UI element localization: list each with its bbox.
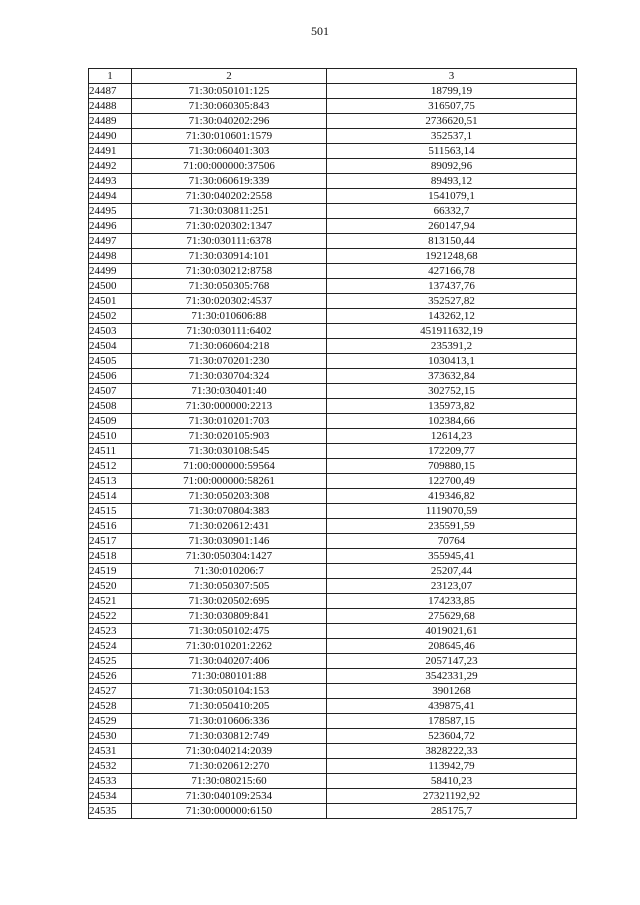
- table-row: [89, 144, 577, 159]
- table-row: [89, 564, 577, 579]
- cadastral-value-cell: 2057147,23: [327, 654, 577, 669]
- row-number-cell: 24505: [89, 354, 132, 369]
- table-row: [89, 369, 577, 384]
- cadastral-value-cell: 316507,75: [327, 99, 577, 114]
- row-number-cell: 24495: [89, 204, 132, 219]
- cadastral-number-cell: 71:30:020612:270: [132, 759, 327, 774]
- table-row: [89, 309, 577, 324]
- row-number-cell: 24503: [89, 324, 132, 339]
- cadastral-number-cell: 71:30:030811:251: [132, 204, 327, 219]
- table-row: [89, 99, 577, 114]
- column-header-2: 2: [132, 69, 327, 84]
- row-number-cell: 24526: [89, 669, 132, 684]
- cadastral-number-cell: 71:30:010606:336: [132, 714, 327, 729]
- cadastral-value-cell: 18799,19: [327, 84, 577, 99]
- cadastral-value-cell: 523604,72: [327, 729, 577, 744]
- row-number-cell: 24515: [89, 504, 132, 519]
- row-number-cell: 24500: [89, 279, 132, 294]
- row-number-cell: 24532: [89, 759, 132, 774]
- row-number-cell: 24516: [89, 519, 132, 534]
- cadastral-value-cell: 113942,79: [327, 759, 577, 774]
- cadastral-number-cell: 71:30:080101:88: [132, 669, 327, 684]
- row-number-cell: 24531: [89, 744, 132, 759]
- row-number-cell: 24493: [89, 174, 132, 189]
- table-row: [89, 759, 577, 774]
- cadastral-number-cell: 71:30:020105:903: [132, 429, 327, 444]
- cadastral-value-cell: 451911632,19: [327, 324, 577, 339]
- cadastral-number-cell: 71:00:000000:58261: [132, 474, 327, 489]
- cadastral-value-cell: 178587,15: [327, 714, 577, 729]
- row-number-cell: 24518: [89, 549, 132, 564]
- table-row: [89, 114, 577, 129]
- cadastral-value-cell: 1030413,1: [327, 354, 577, 369]
- cadastral-number-cell: 71:30:010201:2262: [132, 639, 327, 654]
- cadastral-number-cell: 71:30:040202:296: [132, 114, 327, 129]
- cadastral-number-cell: 71:30:070201:230: [132, 354, 327, 369]
- cadastral-value-cell: 70764: [327, 534, 577, 549]
- table-row: [89, 264, 577, 279]
- cadastral-value-cell: 135973,82: [327, 399, 577, 414]
- cadastral-value-cell: 172209,77: [327, 444, 577, 459]
- table-row: [89, 789, 577, 804]
- cadastral-number-cell: 71:30:010601:1579: [132, 129, 327, 144]
- row-number-cell: 24519: [89, 564, 132, 579]
- row-number-cell: 24491: [89, 144, 132, 159]
- row-number-cell: 24529: [89, 714, 132, 729]
- table-row: [89, 279, 577, 294]
- row-number-cell: 24507: [89, 384, 132, 399]
- cadastral-number-cell: 71:30:030111:6378: [132, 234, 327, 249]
- row-number-cell: 24528: [89, 699, 132, 714]
- cadastral-value-cell: 352537,1: [327, 129, 577, 144]
- cadastral-value-cell: 89493,12: [327, 174, 577, 189]
- cadastral-number-cell: 71:30:060619:339: [132, 174, 327, 189]
- row-number-cell: 24488: [89, 99, 132, 114]
- table-row: [89, 579, 577, 594]
- cadastral-value-cell: 3542331,29: [327, 669, 577, 684]
- row-number-cell: 24512: [89, 459, 132, 474]
- table-row: [89, 549, 577, 564]
- cadastral-number-cell: 71:30:030809:841: [132, 609, 327, 624]
- table-row: [89, 174, 577, 189]
- table-row: [89, 219, 577, 234]
- cadastral-number-cell: 71:30:050307:505: [132, 579, 327, 594]
- cadastral-value-cell: 137437,76: [327, 279, 577, 294]
- table-row: [89, 294, 577, 309]
- cadastral-number-cell: 71:30:010206:7: [132, 564, 327, 579]
- row-number-cell: 24506: [89, 369, 132, 384]
- cadastral-value-cell: 1119070,59: [327, 504, 577, 519]
- cadastral-value-cell: 511563,14: [327, 144, 577, 159]
- table-row: [89, 729, 577, 744]
- cadastral-value-cell: 813150,44: [327, 234, 577, 249]
- cadastral-number-cell: 71:30:030401:40: [132, 384, 327, 399]
- table-row: [89, 714, 577, 729]
- row-number-cell: 24523: [89, 624, 132, 639]
- cadastral-value-cell: 373632,84: [327, 369, 577, 384]
- cadastral-value-cell: 58410,23: [327, 774, 577, 789]
- row-number-cell: 24524: [89, 639, 132, 654]
- cadastral-number-cell: 71:30:070804:383: [132, 504, 327, 519]
- row-number-cell: 24509: [89, 414, 132, 429]
- table-row: [89, 774, 577, 789]
- table-row: [89, 384, 577, 399]
- table-row: [89, 459, 577, 474]
- cadastral-value-table: [88, 68, 577, 819]
- cadastral-value-cell: 3901268: [327, 684, 577, 699]
- cadastral-number-cell: 71:00:000000:59564: [132, 459, 327, 474]
- column-header-3: 3: [327, 69, 577, 84]
- cadastral-number-cell: 71:30:040109:2534: [132, 789, 327, 804]
- cadastral-value-cell: 122700,49: [327, 474, 577, 489]
- table-row: [89, 804, 577, 819]
- cadastral-value-cell: 235391,2: [327, 339, 577, 354]
- table-row: [89, 624, 577, 639]
- cadastral-value-cell: 23123,07: [327, 579, 577, 594]
- row-number-cell: 24535: [89, 804, 132, 819]
- table-row: [89, 669, 577, 684]
- table-row: [89, 324, 577, 339]
- cadastral-number-cell: 71:30:030914:101: [132, 249, 327, 264]
- cadastral-number-cell: 71:30:020302:1347: [132, 219, 327, 234]
- cadastral-number-cell: 71:30:030812:749: [132, 729, 327, 744]
- cadastral-number-cell: 71:30:060401:303: [132, 144, 327, 159]
- cadastral-number-cell: 71:30:030111:6402: [132, 324, 327, 339]
- cadastral-number-cell: 71:30:060305:843: [132, 99, 327, 114]
- cadastral-number-cell: 71:30:060604:218: [132, 339, 327, 354]
- row-number-cell: 24508: [89, 399, 132, 414]
- table-row: [89, 699, 577, 714]
- table-row: [89, 249, 577, 264]
- table-row: [89, 474, 577, 489]
- table-row: [89, 414, 577, 429]
- table-row: [89, 339, 577, 354]
- row-number-cell: 24499: [89, 264, 132, 279]
- cadastral-value-cell: 27321192,92: [327, 789, 577, 804]
- row-number-cell: 24513: [89, 474, 132, 489]
- cadastral-number-cell: 71:30:010606:88: [132, 309, 327, 324]
- cadastral-value-cell: 2736620,51: [327, 114, 577, 129]
- row-number-cell: 24520: [89, 579, 132, 594]
- column-header-1: 1: [89, 69, 132, 84]
- row-number-cell: 24504: [89, 339, 132, 354]
- cadastral-value-cell: 4019021,61: [327, 624, 577, 639]
- table-row: [89, 684, 577, 699]
- row-number-cell: 24489: [89, 114, 132, 129]
- row-number-cell: 24527: [89, 684, 132, 699]
- cadastral-number-cell: 71:30:050203:308: [132, 489, 327, 504]
- row-number-cell: 24522: [89, 609, 132, 624]
- cadastral-value-cell: 285175,7: [327, 804, 577, 819]
- table-row: [89, 204, 577, 219]
- cadastral-number-cell: 71:30:050410:205: [132, 699, 327, 714]
- cadastral-value-cell: 1541079,1: [327, 189, 577, 204]
- table-row: [89, 399, 577, 414]
- table-header: [89, 69, 577, 84]
- cadastral-value-cell: 302752,15: [327, 384, 577, 399]
- cadastral-value-cell: 174233,85: [327, 594, 577, 609]
- cadastral-number-cell: 71:30:040202:2558: [132, 189, 327, 204]
- cadastral-number-cell: 71:30:030212:8758: [132, 264, 327, 279]
- cadastral-value-cell: 208645,46: [327, 639, 577, 654]
- row-number-cell: 24490: [89, 129, 132, 144]
- cadastral-number-cell: 71:30:030704:324: [132, 369, 327, 384]
- cadastral-value-cell: 25207,44: [327, 564, 577, 579]
- cadastral-value-cell: 1921248,68: [327, 249, 577, 264]
- table-row: [89, 534, 577, 549]
- table-row: [89, 189, 577, 204]
- cadastral-value-cell: 439875,41: [327, 699, 577, 714]
- cadastral-number-cell: 71:30:050101:125: [132, 84, 327, 99]
- row-number-cell: 24511: [89, 444, 132, 459]
- row-number-cell: 24502: [89, 309, 132, 324]
- cadastral-value-cell: 3828222,33: [327, 744, 577, 759]
- table-row: [89, 354, 577, 369]
- table-row: [89, 609, 577, 624]
- row-number-cell: 24497: [89, 234, 132, 249]
- row-number-cell: 24533: [89, 774, 132, 789]
- table-row: [89, 129, 577, 144]
- cadastral-number-cell: 71:30:050102:475: [132, 624, 327, 639]
- cadastral-value-cell: 235591,59: [327, 519, 577, 534]
- row-number-cell: 24494: [89, 189, 132, 204]
- cadastral-value-cell: 12614,23: [327, 429, 577, 444]
- cadastral-number-cell: 71:30:050304:1427: [132, 549, 327, 564]
- cadastral-value-cell: 89092,96: [327, 159, 577, 174]
- cadastral-number-cell: 71:30:000000:6150: [132, 804, 327, 819]
- table-row: [89, 744, 577, 759]
- table-row: [89, 519, 577, 534]
- table-row: [89, 84, 577, 99]
- row-number-cell: 24534: [89, 789, 132, 804]
- cadastral-number-cell: 71:30:040207:406: [132, 654, 327, 669]
- cadastral-value-cell: 352527,82: [327, 294, 577, 309]
- table-row: [89, 159, 577, 174]
- row-number-cell: 24517: [89, 534, 132, 549]
- cadastral-value-cell: 275629,68: [327, 609, 577, 624]
- cadastral-value-cell: 419346,82: [327, 489, 577, 504]
- cadastral-number-cell: 71:00:000000:37506: [132, 159, 327, 174]
- cadastral-number-cell: 71:30:020612:431: [132, 519, 327, 534]
- table-row: [89, 594, 577, 609]
- cadastral-number-cell: 71:30:040214:2039: [132, 744, 327, 759]
- cadastral-number-cell: 71:30:030108:545: [132, 444, 327, 459]
- header-row: [89, 69, 577, 84]
- table-row: [89, 639, 577, 654]
- cadastral-number-cell: 71:30:050104:153: [132, 684, 327, 699]
- page-number: 501: [311, 24, 329, 38]
- table-row: [89, 489, 577, 504]
- row-number-cell: 24530: [89, 729, 132, 744]
- table-row: [89, 504, 577, 519]
- row-number-cell: 24498: [89, 249, 132, 264]
- table-row: [89, 234, 577, 249]
- table-row: [89, 654, 577, 669]
- table-row: [89, 444, 577, 459]
- cadastral-number-cell: 71:30:050305:768: [132, 279, 327, 294]
- cadastral-value-cell: 143262,12: [327, 309, 577, 324]
- row-number-cell: 24496: [89, 219, 132, 234]
- cadastral-number-cell: 71:30:010201:703: [132, 414, 327, 429]
- cadastral-value-cell: 260147,94: [327, 219, 577, 234]
- cadastral-value-cell: 102384,66: [327, 414, 577, 429]
- cadastral-value-cell: 355945,41: [327, 549, 577, 564]
- cadastral-value-cell: 427166,78: [327, 264, 577, 279]
- cadastral-number-cell: 71:30:080215:60: [132, 774, 327, 789]
- table-row: [89, 429, 577, 444]
- row-number-cell: 24510: [89, 429, 132, 444]
- row-number-cell: 24492: [89, 159, 132, 174]
- row-number-cell: 24521: [89, 594, 132, 609]
- cadastral-value-cell: 709880,15: [327, 459, 577, 474]
- row-number-cell: 24487: [89, 84, 132, 99]
- cadastral-number-cell: 71:30:030901:146: [132, 534, 327, 549]
- cadastral-value-cell: 66332,7: [327, 204, 577, 219]
- cadastral-number-cell: 71:30:020302:4537: [132, 294, 327, 309]
- row-number-cell: 24514: [89, 489, 132, 504]
- row-number-cell: 24501: [89, 294, 132, 309]
- cadastral-number-cell: 71:30:000000:2213: [132, 399, 327, 414]
- cadastral-number-cell: 71:30:020502:695: [132, 594, 327, 609]
- table-body: [89, 84, 577, 819]
- row-number-cell: 24525: [89, 654, 132, 669]
